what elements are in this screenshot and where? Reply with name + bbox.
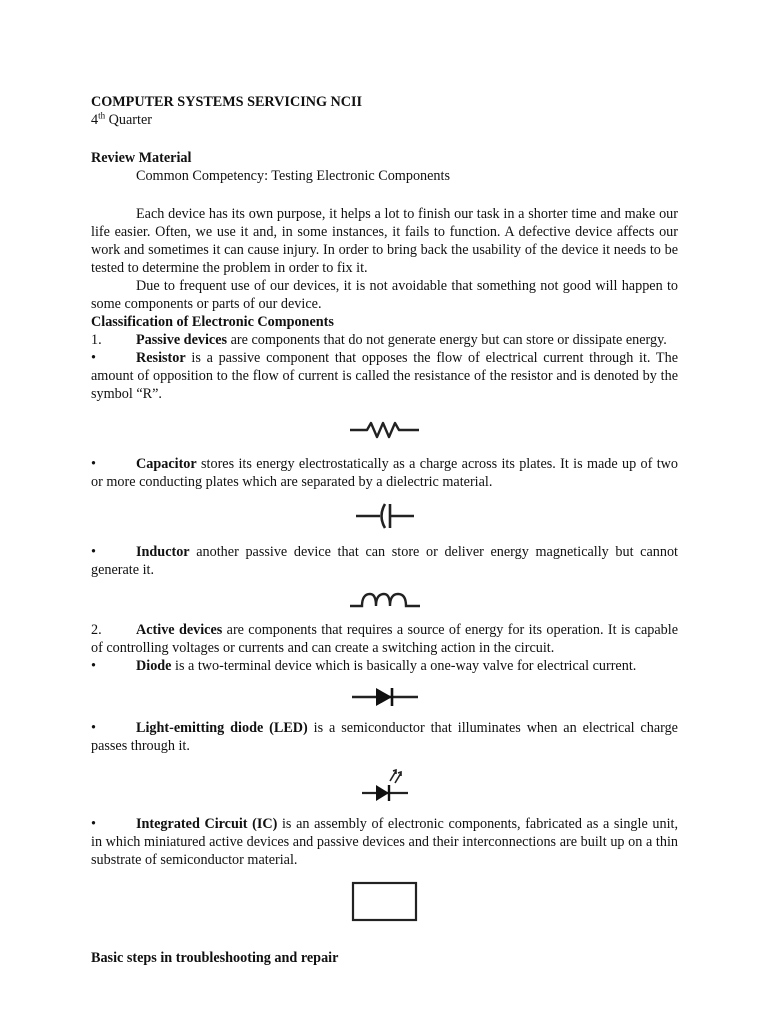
- resistor-item: • Resistor is a passive component that opposes the flow of electrical current through it. The amount of opposition to the flow of current is called the resistance of the resistor and is denoted by the symbol “R”.: [91, 350, 678, 402]
- ic-symbol-icon: [351, 881, 419, 923]
- intro-paragraph-2: Due to frequent use of our devices, it is not avoidable that something not good will happen to some components or parts of our device.: [91, 278, 678, 312]
- inductor-symbol-icon: [348, 589, 422, 611]
- quarter-line: 4th Quarter: [91, 110, 152, 128]
- diode-symbol-icon: [350, 685, 420, 709]
- classification-heading: Classification of Electronic Components: [91, 314, 334, 330]
- troubleshooting-heading: Basic steps in troubleshooting and repair: [91, 950, 339, 966]
- document-page: [91, 93, 678, 967]
- resistor-symbol-icon: [345, 417, 425, 441]
- led-item: • Light-emitting diode (LED) is a semiconductor that illuminates when an electrical charge passes through it.: [91, 720, 678, 754]
- inductor-item: • Inductor another passive device that can store or deliver energy magnetically but cannot generate it.: [91, 544, 678, 578]
- capacitor-item: • Capacitor stores its energy electrostatically as a charge across its plates. It is made up of two or more conducting plates which are separated by a dielectric material.: [91, 456, 678, 490]
- diode-item: • Diode is a two-terminal device which is basically a one-way valve for electrical current.: [91, 658, 637, 674]
- passive-devices-item: 1. Passive devices are components that do not generate energy but can store or dissipate energy.: [91, 332, 667, 348]
- active-devices-item: 2. Active devices are components that requires a source of energy for its operation. It is capable of controlling voltages or currents and can create a switching action in the circuit.: [91, 622, 678, 656]
- review-subtitle: Common Competency: Testing Electronic Components: [136, 168, 450, 184]
- led-symbol-icon: [360, 765, 410, 805]
- intro-paragraph-1: Each device has its own purpose, it helps a lot to finish our task in a shorter time and make our life easier. Often, we use it and, in some instances, it fails to function. A defective device affects our work and sometimes it can cause injury. In order to bring back the usability of the device it needs to be tested to determine the problem in order to fix it.: [91, 206, 678, 276]
- review-heading: Review Material: [91, 150, 192, 166]
- doc-title: COMPUTER SYSTEMS SERVICING NCII: [91, 94, 363, 110]
- capacitor-symbol-icon: [354, 501, 416, 531]
- ic-item: • Integrated Circuit (IC) is an assembly of electronic components, fabricated as a single unit, in which miniatured active devices and passive devices and their interconnections are built up on a thin substrate of semiconductor material.: [91, 816, 678, 868]
